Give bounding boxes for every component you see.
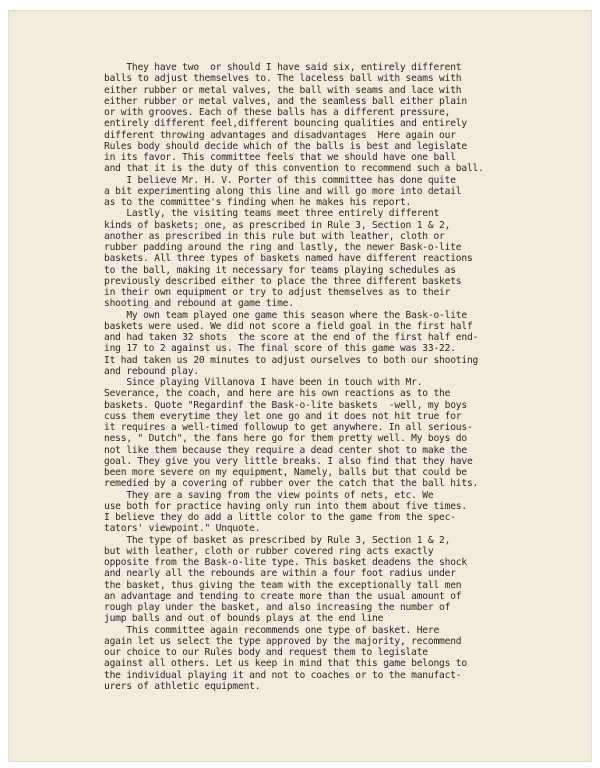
text-line: rubber padding around the ring and lastly, the newer Bask-o-lite [104, 242, 462, 253]
text-line: it requires a well-timed followup to get anywhere. In all serious- [104, 422, 473, 433]
text-line: been more severe on my equipment, Namely, balls but that could be [104, 467, 467, 478]
text-line: balls to adjust themselves to. The laceless ball with seams with [104, 73, 462, 85]
typewritten-text [104, 62, 556, 692]
text-line: The type of basket as prescribed by Rule 3, Section 1 & 2, [104, 534, 451, 546]
text-line: against all others. Let us keep in mind that this game belongs to [104, 658, 467, 670]
text-line: use both for practice having only run into them about five times. [104, 500, 467, 512]
text-line: and that it is the duty of this convention to recommend such a ball. [104, 163, 484, 175]
text-line: This committee again recommends one type of basket. Here [104, 624, 440, 636]
text-line: jump balls and out of bounds plays at the end line [104, 613, 384, 625]
text-line: another as prescribed in this rule but with leather, cloth or [104, 230, 445, 242]
paper-sheet [8, 10, 592, 762]
text-line: remedied by a covering of rubber over the catch that the ball hits. [104, 478, 479, 490]
text-line: the individual playing it and not to coaches or to the manufact- [104, 669, 462, 681]
text-line: as to the committee's finding when he makes his report. [104, 197, 412, 208]
text-line: opposite from the Bask-o-lite type. This basket deadens the shock [104, 557, 467, 568]
text-line: previously described either to place the three different baskets [104, 275, 462, 287]
text-line: It had taken us 20 minutes to adjust ourselves to both our shooting [104, 354, 479, 366]
text-line: Severance, the coach, and here are his own reactions as to the [104, 388, 451, 400]
text-line: to the ball, making it necessary for teams playing schedules as [104, 264, 456, 276]
text-line: an advantage and tending to create more than the usual amount of [104, 590, 462, 602]
text-line: I believe Mr. H. V. Porter of this committee has done quite [104, 174, 456, 186]
text-line: They are a saving from the view points of nets, etc. We [104, 489, 434, 501]
text-line: our choice to our Rules body and request them to legislate [104, 647, 428, 658]
text-line: ing 17 to 2 against us. The final score of this game was 33-22. [104, 343, 456, 355]
text-line: but with leather, cloth or rubber covered ring acts exactly [104, 545, 434, 557]
text-line: They have two or should I have said six, entirely different [104, 62, 462, 73]
text-line: baskets were used. We did not score a field goal in the first half [104, 320, 473, 332]
text-line: baskets. All three types of baskets named have different reactions [104, 253, 473, 265]
text-line: a bit experimenting along this line and will go more into detail [104, 185, 462, 197]
text-line: and nearly all the rebounds are within a four foot radius under [104, 568, 456, 580]
text-line: in its favor. This committee feels that we should have one ball [104, 152, 456, 163]
text-line: and rebound play. [104, 365, 199, 377]
text-line: baskets. Quote "Regardinf the Bask-o-lite baskets -well, my boys [104, 399, 467, 411]
text-line: Since playing Villanova I have been in touch with Mr. [104, 377, 423, 388]
text-line: Rules body should decide which of the balls is best and legislate [104, 140, 467, 152]
text-line: urers of athletic equipment. [104, 680, 261, 692]
text-line: or with grooves. Each of these balls has a different pressure, [104, 107, 451, 118]
text-line: not like them because they require a dead center shot to make the [104, 444, 467, 456]
text-line: entirely different feel,different bouncing qualities and entirely [104, 118, 467, 130]
text-line: and had taken 32 shots the score at the end of the first half end- [104, 332, 479, 343]
text-line: tators' viewpoint." Unquote. [104, 523, 261, 535]
text-line: kinds of baskets; one, as prescribed in Rule 3, Section 1 & 2, [104, 219, 451, 231]
text-line: I believe they do add a little color to the game from the spec- [104, 512, 456, 523]
text-line: shooting and rebound at game time. [104, 298, 294, 310]
text-line: rough play under the basket, and also increasing the number of [104, 602, 451, 613]
text-line: the basket, thus giving the team with the exceptionally tall men [104, 579, 462, 591]
text-line: cuss them everytime they let one go and it does not hit true for [104, 410, 462, 422]
text-line: different throwing advantages and disadvantages Here again our [104, 129, 456, 141]
text-line: in their own equipment or try to adjust themselves as to their [104, 287, 451, 298]
text-line: either rubber or metal valves, and the seamless ball either plain [104, 95, 467, 107]
text-line: goal. They give you very little breaks. I also find that they have [104, 455, 473, 467]
text-line: again let us select the type approved by the majority, recommend [104, 635, 462, 647]
text-line: My own team played one game this season where the Bask-o-lite [104, 309, 467, 321]
text-line: Lastly, the visiting teams meet three entirely different [104, 208, 440, 220]
text-line: either rubber or metal valves, the ball with seams and lace with [104, 84, 462, 96]
text-line: ness, " Dutch", the fans here go for them pretty well. My boys do [104, 433, 467, 445]
